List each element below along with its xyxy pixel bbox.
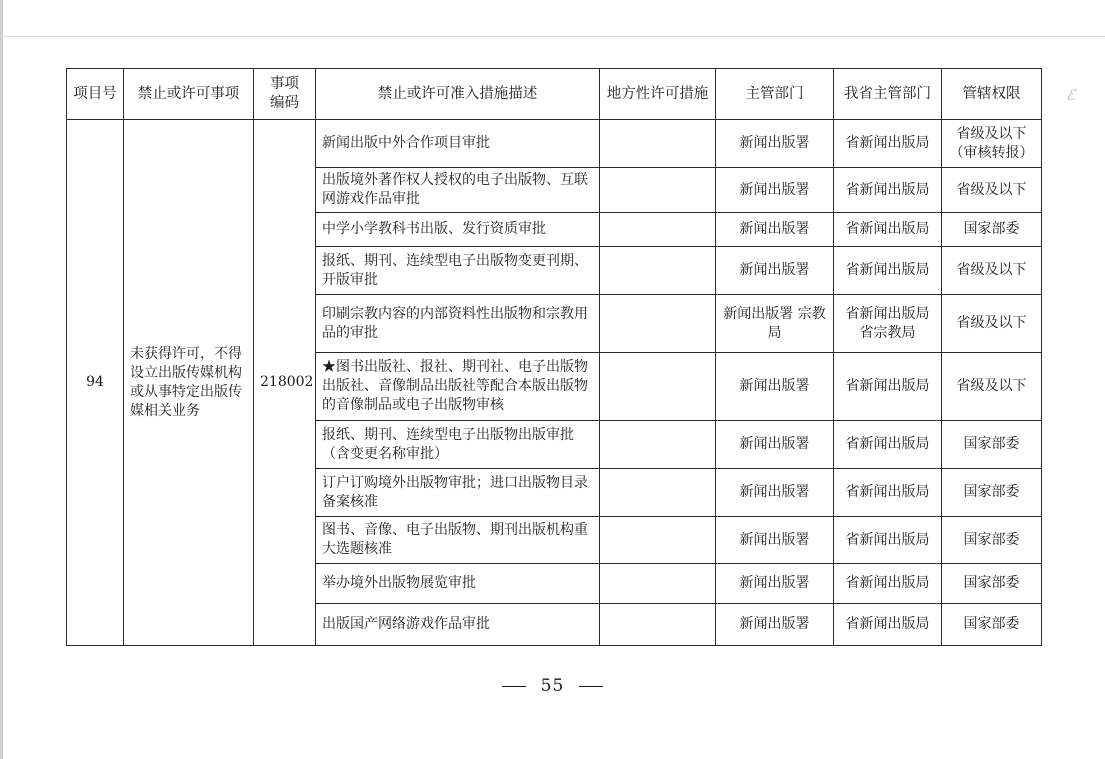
description-cell: 报纸、期刊、连续型电子出版物变更刊期、开版审批 [316,247,600,295]
description-cell: 报纸、期刊、连续型电子出版物出版审批（含变更名称审批） [316,421,600,469]
department-cell: 新闻出版署 [716,213,834,247]
header-local-measures: 地方性许可措施 [600,69,716,120]
local-measures-cell [600,517,716,564]
local-measures-cell [600,353,716,421]
item-matter-cell: 未获得许可，不得设立出版传媒机构或从事特定出版传媒相关业务 [124,120,254,646]
department-cell: 新闻出版署 [716,469,834,517]
header-item-no: 项目号 [67,69,124,120]
department-cell: 新闻出版署 [716,353,834,421]
permit-table [66,68,1042,646]
description-cell: 新闻出版中外合作项目审批 [316,120,600,168]
header-code-line1: 事项 [270,76,299,92]
local-measures-cell [600,421,716,469]
table-row [67,120,1042,168]
local-measures-cell [600,247,716,295]
province-department-cell: 省新闻出版局 [834,604,942,646]
header-row [67,69,1042,120]
local-measures-cell [600,604,716,646]
jurisdiction-cell: 省级及以下 [942,353,1042,421]
scan-left-edge [0,0,3,759]
department-cell: 新闻出版署 [716,247,834,295]
province-department-cell: 省新闻出版局 [834,564,942,604]
jurisdiction-cell: 省级及以下 [942,168,1042,213]
province-department-cell: 省新闻出版局 [834,469,942,517]
province-department-cell: 省新闻出版局 [834,168,942,213]
department-cell: 新闻出版署 [716,517,834,564]
province-department-cell: 省新闻出版局 [834,517,942,564]
jurisdiction-cell: 省级及以下（审核转报） [942,120,1042,168]
jurisdiction-cell: 国家部委 [942,469,1042,517]
header-matter: 禁止或许可事项 [124,69,254,120]
province-department-cell: 省新闻出版局 [834,247,942,295]
local-measures-cell [600,213,716,247]
description-cell: 图书、音像、电子出版物、期刊出版机构重大选题核准 [316,517,600,564]
description-cell: 出版境外著作权人授权的电子出版物、互联网游戏作品审批 [316,168,600,213]
department-cell: 新闻出版署 宗教局 [716,295,834,353]
footer-dash-left [502,686,526,687]
province-department-cell: 省新闻出版局 [834,421,942,469]
jurisdiction-cell: 省级及以下 [942,247,1042,295]
header-description: 禁止或许可准入措施描述 [316,69,600,120]
jurisdiction-cell: 国家部委 [942,421,1042,469]
local-measures-cell [600,120,716,168]
item-number-cell: 94 [67,120,124,646]
jurisdiction-cell: 国家部委 [942,604,1042,646]
department-cell: 新闻出版署 [716,168,834,213]
department-cell: 新闻出版署 [716,564,834,604]
description-cell: ★图书出版社、报社、期刊社、电子出版物出版社、音像制品出版社等配合本版出版物的音像制品或电子出版物审核 [316,353,600,421]
jurisdiction-cell: 国家部委 [942,517,1042,564]
department-cell: 新闻出版署 [716,120,834,168]
item-code-cell: 218002 [254,120,316,646]
header-department: 主管部门 [716,69,834,120]
header-jurisdiction: 管辖权限 [942,69,1042,120]
local-measures-cell [600,564,716,604]
description-cell: 中学小学教科书出版、发行资质审批 [316,213,600,247]
local-measures-cell [600,168,716,213]
jurisdiction-cell: 国家部委 [942,564,1042,604]
page-footer [0,676,1105,696]
local-measures-cell [600,295,716,353]
jurisdiction-cell: 国家部委 [942,213,1042,247]
jurisdiction-cell: 省级及以下 [942,295,1042,353]
page-top-rule [0,36,1105,37]
page-number: 55 [540,676,565,696]
description-cell: 出版国产网络游戏作品审批 [316,604,600,646]
footer-dash-right [579,686,603,687]
description-cell: 订户订购境外出版物审批；进口出版物目录备案核准 [316,469,600,517]
province-department-cell: 省新闻出版局 省宗教局 [834,295,942,353]
department-cell: 新闻出版署 [716,421,834,469]
description-cell: 印刷宗教内容的内部资料性出版物和宗教用品的审批 [316,295,600,353]
local-measures-cell [600,469,716,517]
margin-mark: ℰ [1066,86,1076,104]
header-code-line2: 编码 [270,95,299,111]
province-department-cell: 省新闻出版局 [834,353,942,421]
province-department-cell: 省新闻出版局 [834,213,942,247]
province-department-cell: 省新闻出版局 [834,120,942,168]
header-province-department: 我省主管部门 [834,69,942,120]
header-code [254,69,316,120]
description-cell: 举办境外出版物展览审批 [316,564,600,604]
department-cell: 新闻出版署 [716,604,834,646]
